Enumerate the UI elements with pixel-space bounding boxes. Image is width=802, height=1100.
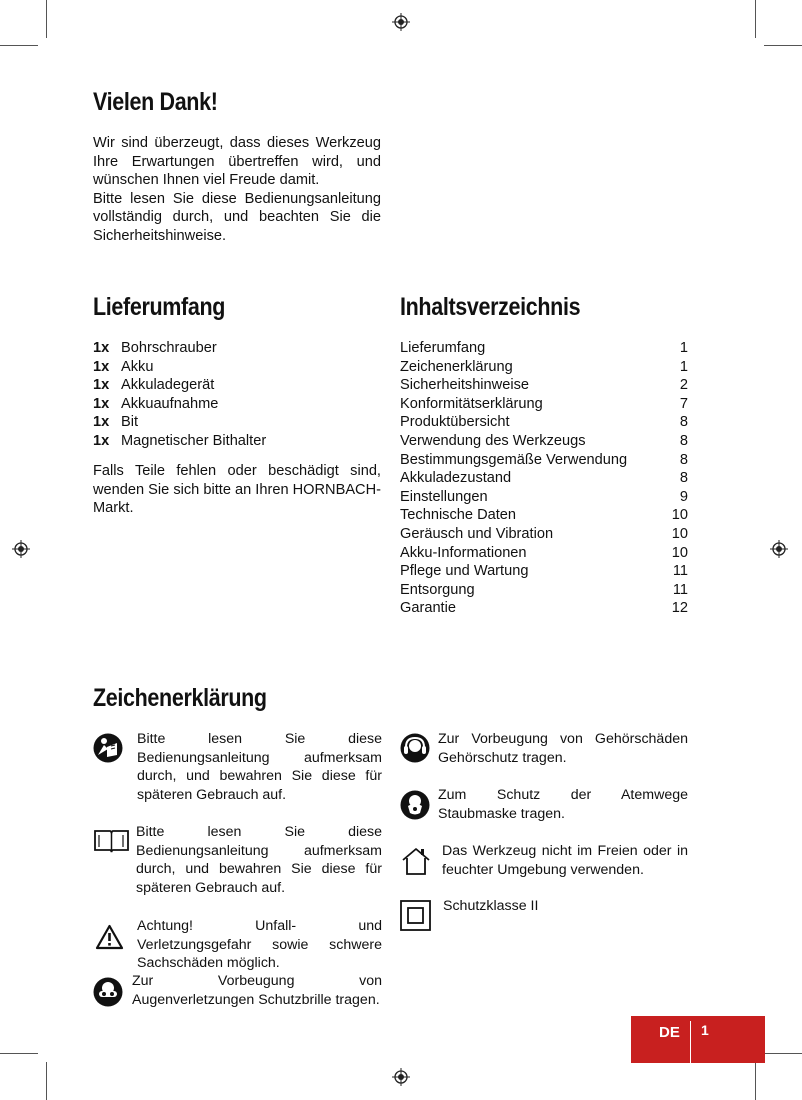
symbols-title: Zeichenerklärung [93,684,267,712]
symbol-protection-class [398,897,688,933]
symbol-text: Zur Vorbeugung von Augenverletzungen Schutzbrille tragen. [132,973,382,1008]
page-tab [631,1016,765,1063]
language-label: DE [659,1024,680,1041]
toc-entry-label: Pflege und Wartung [400,563,529,580]
toc-entry-page: 11 [672,581,688,598]
symbol-dust-mask [398,786,688,828]
item-name: Bit [121,414,139,431]
symbol-text: Bitte lesen Sie diese Bedienungsanleitung aufmerksam durch, und bewahren Sie diese für späteren Gebrauch auf. [136,824,382,896]
toc-entry-page: 11 [672,563,688,580]
protection-class-ii-icon [400,900,431,931]
toc-entry[interactable] [400,599,688,618]
crop-mark [46,1062,47,1100]
symbol-text: Das Werkzeug nicht im Freien oder in feuchter Umgebung verwenden. [442,843,688,878]
book-icon [93,828,130,854]
toc-entry[interactable] [400,413,688,432]
toc-entry-page: 7 [679,395,688,412]
registration-mark-icon [12,540,30,558]
item-quantity: 1x [93,358,110,375]
tab-divider [690,1021,691,1063]
item-quantity: 1x [93,414,110,431]
toc-entry-label: Garantie [400,600,456,617]
toc-entry[interactable] [400,488,688,507]
crop-mark [755,1062,756,1100]
toc-entry-label: Bestimmungsgemäße Verwendung [400,451,628,468]
toc-entry-page: 8 [679,414,688,431]
toc-entry-page: 2 [679,377,688,394]
list-item [93,376,381,395]
toc-entry[interactable] [400,544,688,563]
item-name: Akku [121,358,154,375]
list-item [93,395,381,414]
item-name: Akkuaufnahme [121,395,219,412]
toc-entry-page: 1 [679,358,688,375]
toc-entry-label: Konformitätserklärung [400,395,543,412]
registration-mark-icon [392,1068,410,1086]
toc-entry[interactable] [400,525,688,544]
page-number: 1 [701,1022,709,1038]
ear-protection-icon [400,733,430,763]
symbol-text: Achtung! Unfall- und Verletzungsgefahr sowie schwere Sachschäden möglich. [137,918,382,972]
toc-entry-label: Sicherheitshinweise [400,377,529,394]
thanks-paragraph: Wir sind überzeugt, dass dieses Werkzeug Ihre Erwartungen übertreffen wird, und wünschen Ihnen viel Freude damit. [93,135,381,189]
warning-triangle-icon [95,924,124,950]
safety-goggles-icon [93,977,123,1007]
toc-entry[interactable] [400,339,688,358]
toc-entry-page: 10 [671,507,688,524]
symbol-ear-protection [398,730,688,772]
item-quantity: 1x [93,395,110,412]
toc-entry-page: 8 [679,432,688,449]
crop-mark [46,0,47,38]
item-quantity: 1x [93,432,110,449]
symbol-manual-read [93,730,383,810]
list-item [93,432,381,451]
scope-list [93,339,381,451]
list-item [93,339,381,358]
item-name: Bohrschrauber [121,340,217,356]
house-icon [400,846,432,876]
toc-entry[interactable] [400,358,688,377]
toc-entry-page: 10 [671,544,688,561]
scope-note: Falls Teile fehlen oder beschädigt sind, wenden Sie sich bitte an Ihren HORNBACH-Markt. [93,463,381,517]
registration-mark-icon [392,13,410,31]
toc-entry[interactable] [400,562,688,581]
toc-entry[interactable] [400,469,688,488]
toc-entry[interactable] [400,395,688,414]
toc-entry-label: Produktübersicht [400,414,510,431]
list-item [93,358,381,377]
toc-entry-label: Technische Daten [400,507,517,524]
symbol-manual-book [93,823,383,903]
toc-entry-label: Verwendung des Werkzeugs [400,432,586,449]
dust-mask-icon [400,790,430,820]
symbol-goggles [93,972,383,1014]
toc-entry[interactable] [400,506,688,525]
toc-entry[interactable] [400,581,688,600]
symbol-warning [93,917,383,972]
toc-entry-label: Geräusch und Vibration [400,525,554,542]
toc-entry[interactable] [400,432,688,451]
thanks-paragraph: Bitte lesen Sie diese Bedienungsanleitung vollständig durch, und beachten Sie die Sicherheitshinweise. [93,190,381,244]
symbol-text: Bitte lesen Sie diese Bedienungsanleitung aufmerksam durch, und bewahren Sie diese für späteren Gebrauch auf. [137,731,382,803]
toc-entry-label: Zeichenerklärung [400,358,513,375]
crop-mark [764,45,802,46]
symbol-text: Zur Vorbeugung von Gehörschäden Gehörschutz tragen. [438,731,688,766]
toc-entry-page: 8 [679,451,688,468]
crop-mark [0,1053,38,1054]
crop-mark [755,0,756,38]
toc-entry-page: 12 [671,600,688,617]
toc-list [400,339,688,618]
toc-entry-page: 1 [679,340,688,356]
toc-entry-page: 8 [679,470,688,487]
item-name: Akkuladegerät [121,377,215,394]
toc-entry-page: 9 [679,488,688,505]
toc-entry-label: Akkuladezustand [400,470,512,487]
crop-mark [0,45,38,46]
toc-entry-label: Einstellungen [400,488,488,505]
list-item [93,413,381,432]
scope-title: Lieferumfang [93,293,226,321]
read-manual-icon [93,733,123,763]
thanks-text [93,134,381,246]
toc-entry[interactable] [400,376,688,395]
registration-mark-icon [770,540,788,558]
crop-mark [764,1053,802,1054]
toc-title: Inhaltsverzeichnis [400,293,581,321]
item-name: Magnetischer Bithalter [121,432,267,449]
toc-entry-label: Akku-Informationen [400,544,527,561]
symbol-text: Zum Schutz der Atemwege Staubmaske tragen. [438,787,688,822]
item-quantity: 1x [93,340,110,356]
symbol-indoor-only [398,842,688,884]
toc-entry-label: Lieferumfang [400,340,486,356]
toc-entry[interactable] [400,451,688,470]
toc-entry-page: 10 [671,525,688,542]
toc-entry-label: Entsorgung [400,581,475,598]
symbol-text: Schutzklasse II [443,898,539,914]
item-quantity: 1x [93,377,110,394]
thanks-title: Vielen Dank! [93,88,218,116]
